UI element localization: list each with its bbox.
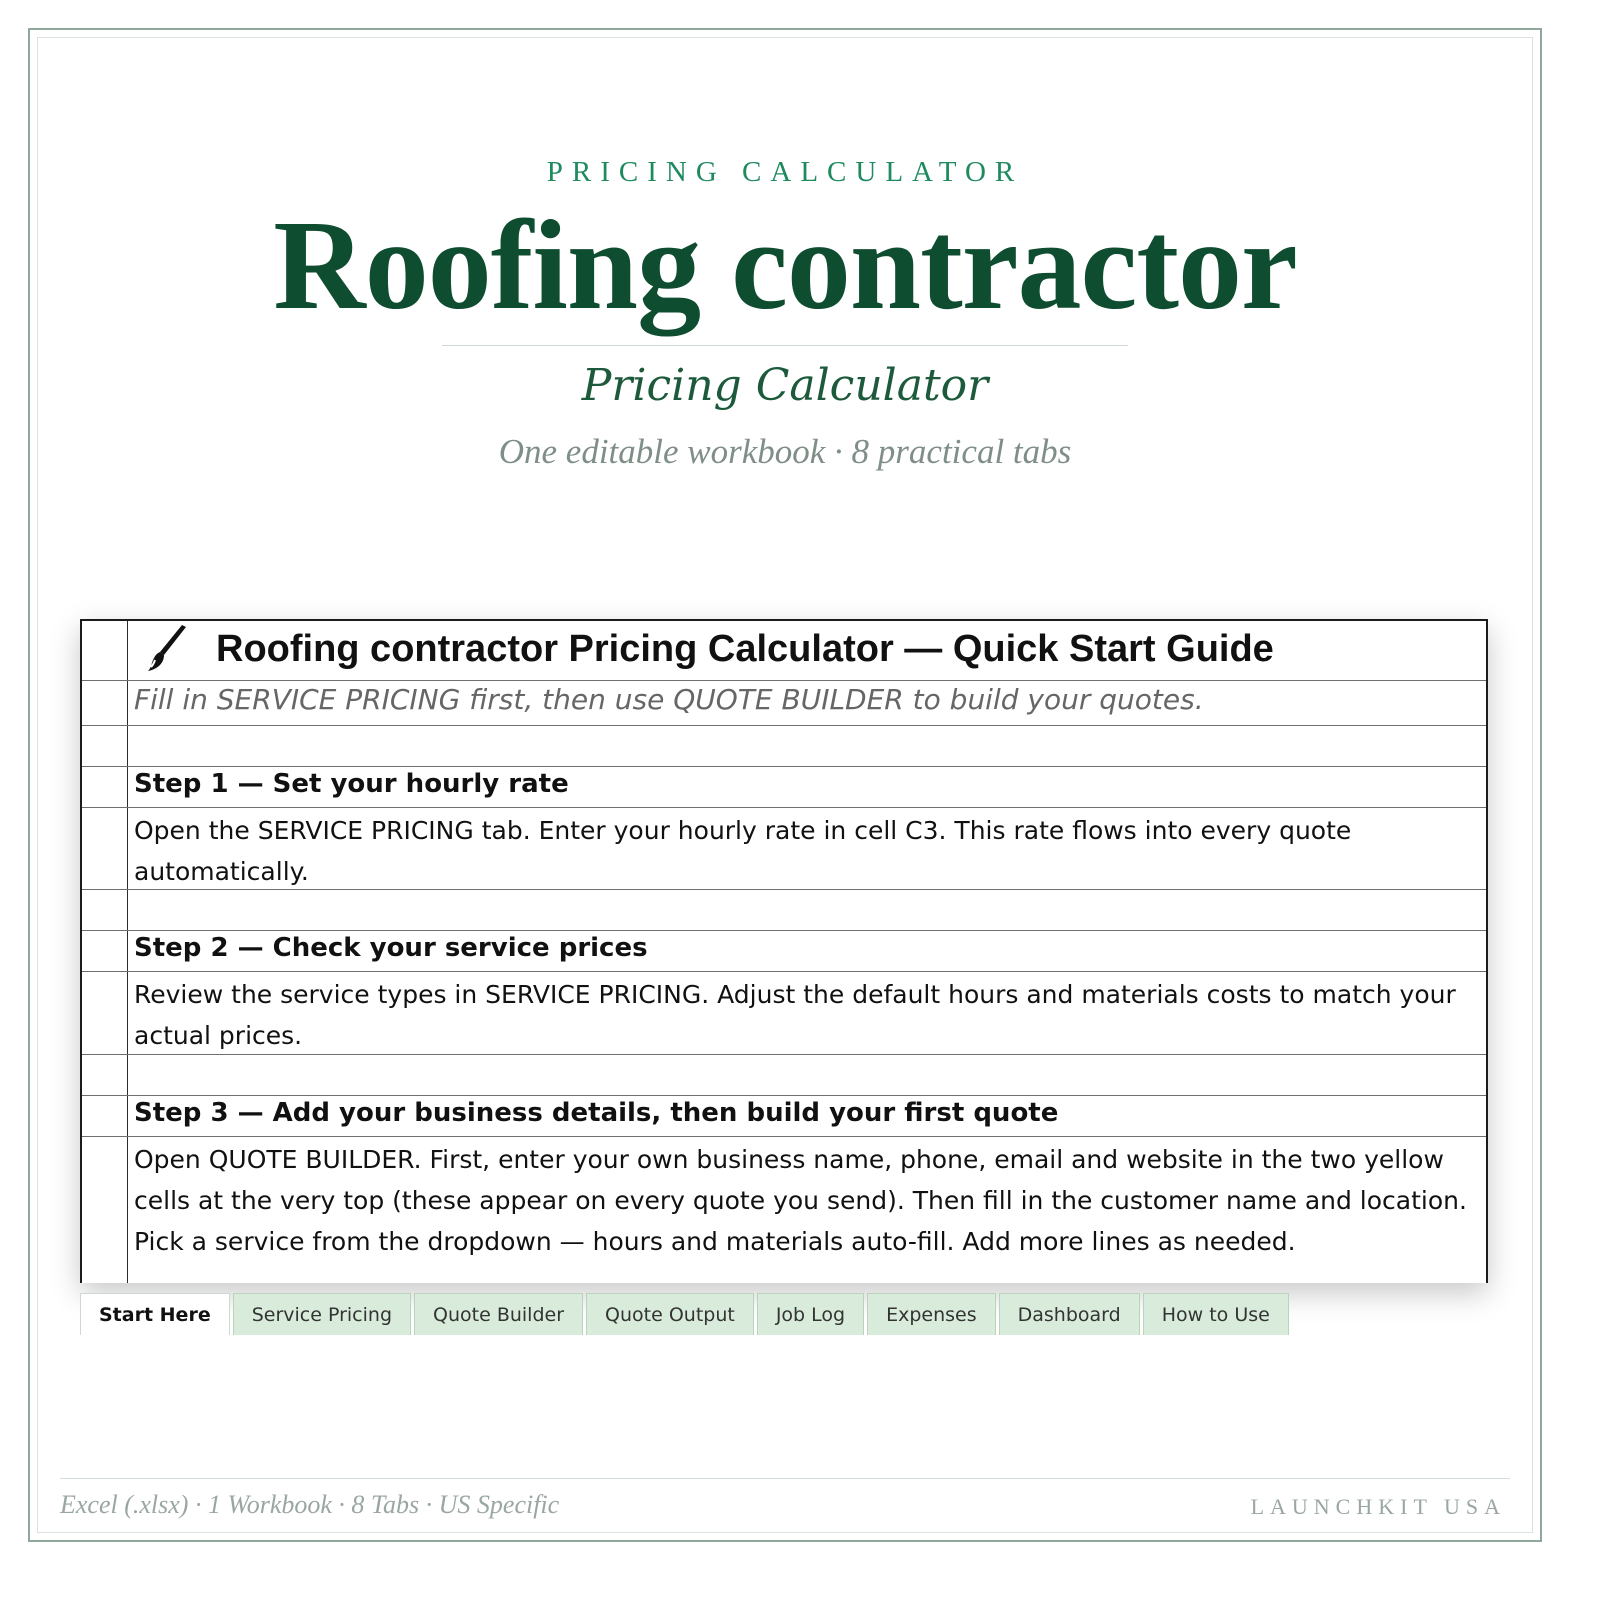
eyebrow-label: PRICING CALCULATOR <box>546 156 1024 188</box>
page-tagline: One editable workbook · 8 practical tabs <box>498 432 1072 471</box>
footer-divider <box>60 1478 1510 1479</box>
tab-start-here[interactable]: Start Here <box>80 1293 230 1335</box>
footer-brand: LAUNCHKIT USA <box>1250 1494 1506 1519</box>
spreadsheet-grid <box>80 619 1488 1283</box>
step-2-body-cell[interactable]: Review the service types in SERVICE PRICING. Adjust the default hours and materials costs to match your actual prices. <box>134 980 1456 1050</box>
step-3-heading-cell[interactable]: Step 3 — Add your business details, then build your first quote <box>134 1098 1059 1128</box>
sheet-row[interactable] <box>82 1055 1486 1096</box>
sheet-row[interactable] <box>82 726 1486 767</box>
page-subtitle: Pricing Calculator <box>581 360 989 411</box>
sheet-title-text: Roofing contractor Pricing Calculator — Quick Start Guide <box>216 627 1274 670</box>
tab-dashboard[interactable]: Dashboard <box>999 1293 1140 1335</box>
sheet-title-cell[interactable] <box>134 625 1478 673</box>
step-3-body-cell[interactable]: Open QUOTE BUILDER. First, enter your own business name, phone, email and website in the two yellow cells at the very top (these appear on every quote you send). Then fill in the customer name and location. Pick a service from the dropdown — hours and materials auto-fill. Add more lines as needed. <box>134 1145 1467 1256</box>
sheet-row[interactable] <box>82 1137 1486 1283</box>
step-1-heading-cell[interactable]: Step 1 — Set your hourly rate <box>134 769 569 799</box>
tab-service-pricing[interactable]: Service Pricing <box>233 1293 411 1335</box>
sheet-row[interactable] <box>82 1096 1486 1137</box>
sheet-row[interactable] <box>82 972 1486 1055</box>
sheet-row[interactable] <box>82 767 1486 808</box>
sheet-subtitle-cell[interactable]: Fill in SERVICE PRICING first, then use QUOTE BUILDER to build your quotes. <box>134 683 1204 716</box>
tab-how-to-use[interactable]: How to Use <box>1143 1293 1289 1335</box>
sheet-row[interactable] <box>82 890 1486 931</box>
step-2-heading-cell[interactable]: Step 2 — Check your service prices <box>134 933 648 963</box>
sheet-row[interactable] <box>82 808 1486 890</box>
sheet-row[interactable] <box>82 621 1486 681</box>
sheet-tab-bar <box>80 1293 1289 1335</box>
tab-quote-builder[interactable]: Quote Builder <box>414 1293 583 1335</box>
page-title: Roofing contractor <box>273 194 1297 336</box>
step-1-body-cell[interactable]: Open the SERVICE PRICING tab. Enter your hourly rate in cell C3. This rate flows into every quote automatically. <box>134 816 1352 886</box>
paintbrush-icon <box>146 625 190 673</box>
sheet-row[interactable] <box>82 681 1486 726</box>
sheet-row[interactable] <box>82 931 1486 972</box>
tab-job-log[interactable]: Job Log <box>757 1293 864 1335</box>
tab-expenses[interactable]: Expenses <box>867 1293 996 1335</box>
title-divider <box>442 345 1128 346</box>
footer-format-info: Excel (.xlsx) · 1 Workbook · 8 Tabs · US Specific <box>60 1490 560 1519</box>
tab-quote-output[interactable]: Quote Output <box>586 1293 754 1335</box>
